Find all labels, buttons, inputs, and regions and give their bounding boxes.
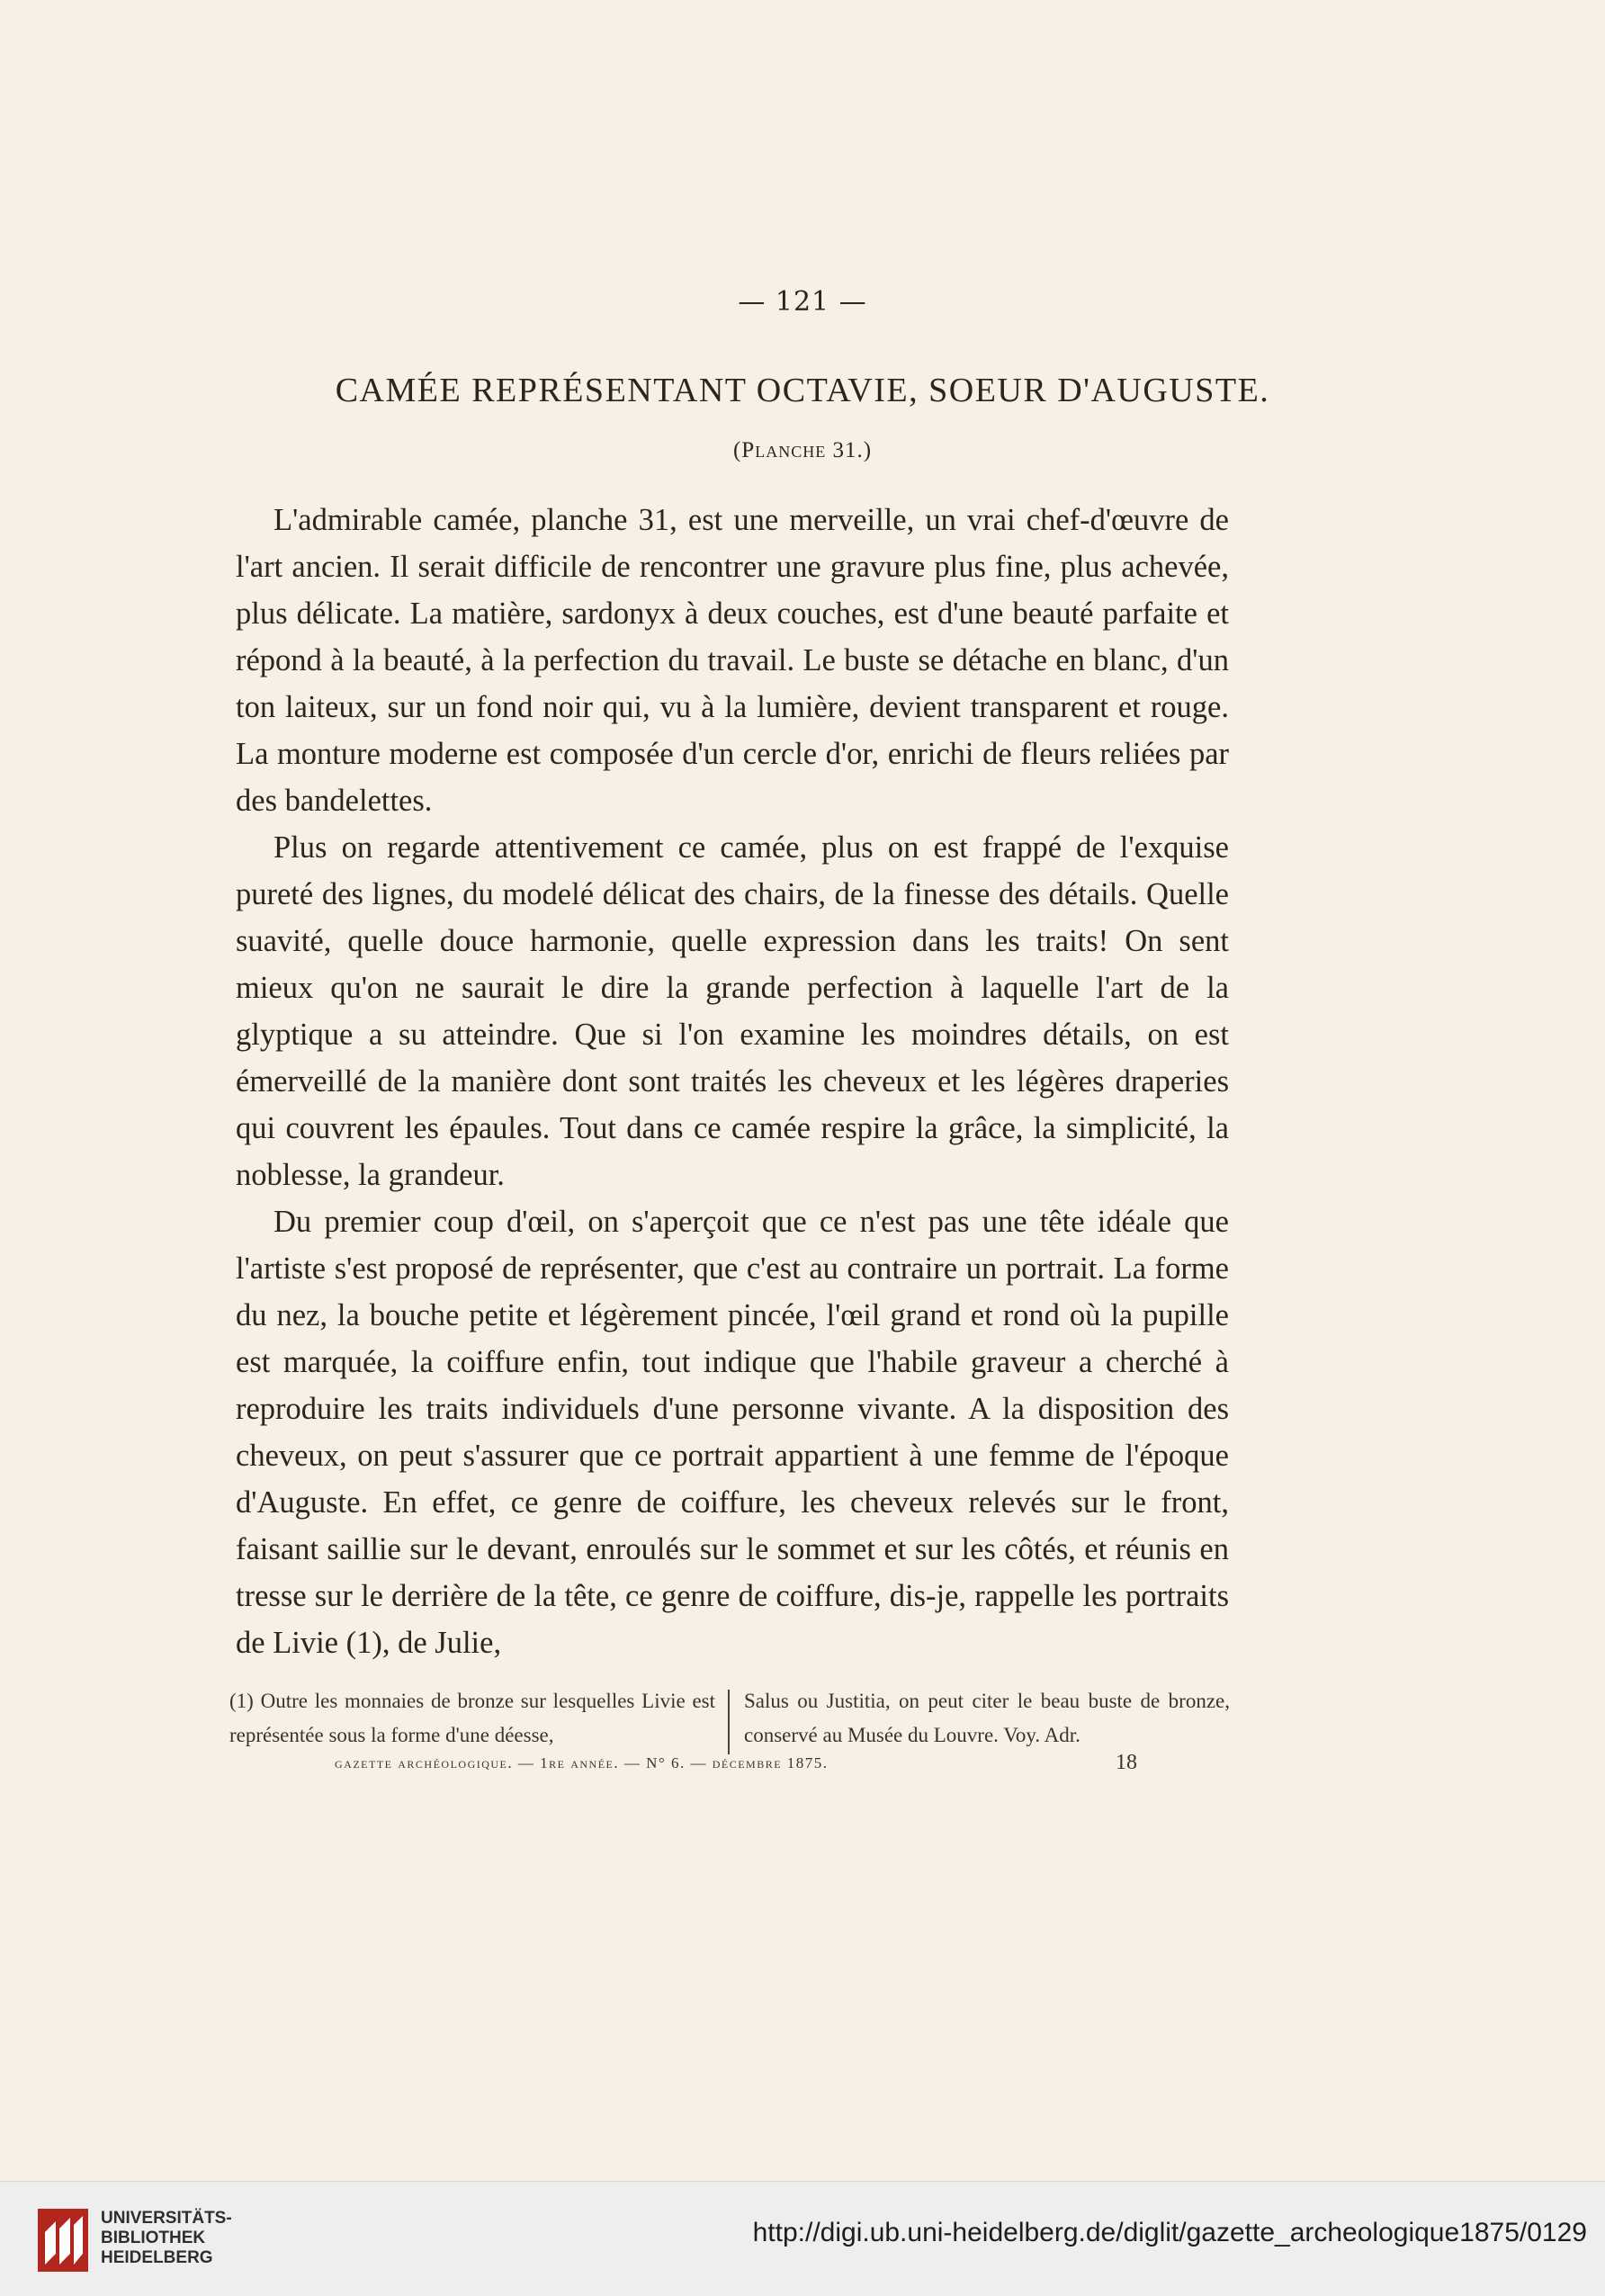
library-name-line-3: HEIDELBERG bbox=[101, 2248, 213, 2267]
paragraph-2: Plus on regarde attentivement ce camée, plus on est frappé de l'exquise pureté des lignes, du modelé délicat des chairs, de la finesse des détails. Quelle suavité, quelle douce harmonie, quelle expression dans les traits! On sent mieux qu'on ne saurait le dire la grande perfection à laquelle l'art de la glyptique a su atteindre. Que si l'on examine les moindres détails, on est émerveillé de la manière dont sont traités les cheveux et les légères draperies qui couvrent les épaules. Tout dans ce camée respire la grâce, la simplicité, la noblesse, la grandeur. bbox=[236, 830, 1229, 1192]
digitization-url[interactable]: http://digi.ub.uni-heidelberg.de/diglit/gazette_archeologique1875/0129 bbox=[752, 2218, 1587, 2247]
sheet-signature-number: 18 bbox=[1116, 1751, 1137, 1774]
footnote-column-divider bbox=[728, 1690, 730, 1754]
paragraph-3: Du premier coup d'œil, on s'aperçoit que ce n'est pas une tête idéale que l'artiste s'est proposé de représenter, que c'est au contraire un portrait. La forme du nez, la bouche petite et légèrement pincée, l'œil grand et rond où la pupille est marquée, la coiffure enfin, tout indique que l'habile graveur a cherché à reproduire les traits individuels d'une personne vivante. A la disposition des cheveux, on peut s'assurer que ce portrait appartient à une femme de l'époque d'Auguste. En effet, ce genre de coiffure, les cheveux relevés sur le front, faisant saillie sur le devant, enroulés sur le sommet et sur les côtés, et réunis en tresse sur le derrière de la tête, ce genre de coiffure, dis-je, rappelle les portraits de Livie (1), de Julie, bbox=[236, 1205, 1229, 1660]
page-number: — 121 — bbox=[738, 286, 867, 318]
article-body bbox=[236, 497, 1229, 1666]
article-title: CAMÉE REPRÉSENTANT OCTAVIE, SOEUR D'AUGUSTE. bbox=[335, 372, 1270, 409]
university-library-logo-icon[interactable] bbox=[38, 2209, 88, 2272]
footnote-left-column: (1) Outre les monnaies de bronze sur lesquelles Livie est représentée sous la forme d'une déesse, bbox=[229, 1690, 715, 1746]
library-name-line-2: BIBLIOTHEK bbox=[101, 2229, 206, 2247]
footnote-right-column: Salus ou Justitia, on peut citer le beau buste de bronze, conservé au Musée du Louvre. Voy. Adr. bbox=[744, 1690, 1230, 1746]
library-name bbox=[101, 2209, 232, 2268]
plate-reference: (Planche 31.) bbox=[732, 438, 873, 462]
library-name-line-1: UNIVERSITÄTS- bbox=[101, 2209, 232, 2228]
running-footer: gazette archéologique. — 1re année. — N° 6. — décembre 1875. bbox=[335, 1754, 829, 1771]
library-footer-bar bbox=[0, 2181, 1605, 2296]
paragraph-1: L'admirable camée, planche 31, est une merveille, un vrai chef-d'œuvre de l'art ancien. Il serait difficile de rencontrer une gravure plus fine, plus achevée, plus délicate. La matière, sardonyx à deux couches, est d'une beauté parfaite et répond à la beauté, à la perfection du travail. Le buste se détache en blanc, d'un ton laiteux, sur un fond noir qui, vu à la lumière, devient transparent et rouge. La monture moderne est composée d'un cercle d'or, enrichi de fleurs reliées par des bandelettes. bbox=[236, 503, 1229, 818]
